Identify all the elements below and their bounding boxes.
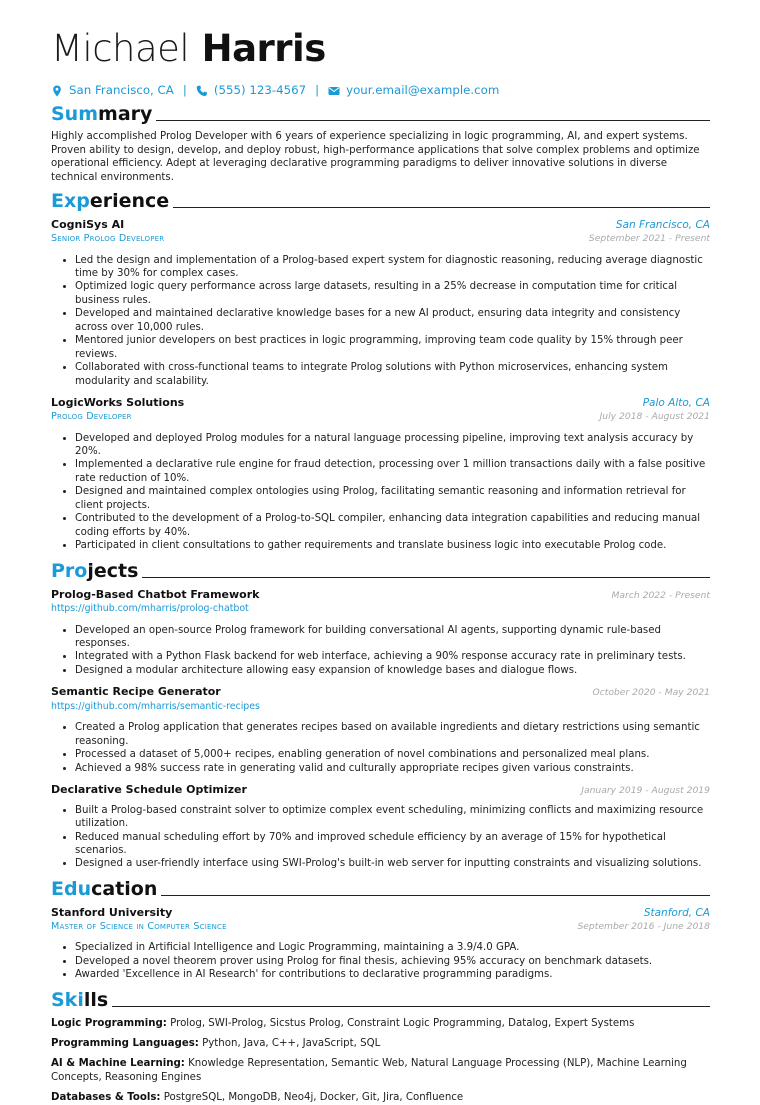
phone-text: (555) 123-4567	[213, 82, 307, 97]
job-entry	[51, 218, 710, 388]
bullet-item: • Implemented a declarative rule engine for fraud detection, processing over 1 million transactions daily with a false positive rate reduction of 10%.	[75, 458, 710, 485]
envelope-icon	[328, 85, 340, 97]
section-rule	[142, 577, 710, 578]
section-rule	[156, 120, 710, 121]
project-bullets	[51, 624, 710, 678]
company-name: LogicWorks Solutions	[51, 396, 185, 410]
first-name: Michael	[51, 27, 190, 70]
skills-title-rest: lls	[83, 988, 109, 1011]
contact-email[interactable]	[328, 83, 499, 99]
summary-title-accent: Sum	[51, 103, 99, 126]
project-dates: January 2019 - August 2019	[581, 785, 710, 797]
job-location: San Francisco, CA	[615, 219, 710, 231]
bullet-item: • Integrated with a Python Flask backend for web interface, achieving a 90% response accuracy rate in preliminary tests.	[75, 650, 710, 663]
skill-value: Python, Java, C++, JavaScript, SQL	[202, 1037, 381, 1049]
project-name: Semantic Recipe Generator	[51, 685, 221, 699]
location-text: San Francisco, CA	[69, 82, 174, 97]
skills-title-accent: Ski	[51, 988, 84, 1011]
education-dates: September 2016 - June 2018	[577, 920, 710, 932]
projects-title-rest: jects	[87, 559, 139, 582]
education-title-accent: Edu	[51, 877, 92, 900]
bullet-item: • Collaborated with cross-functional teams to integrate Prolog solutions with Python microservices, enhancing system modularity and scalability.	[75, 361, 710, 388]
project-dates: March 2022 - Present	[611, 589, 710, 601]
project-name: Prolog-Based Chatbot Framework	[51, 587, 260, 601]
bullet-item: • Achieved a 98% success rate in generating valid and culturally appropriate recipes given various constraints.	[75, 762, 710, 775]
degree: Master of Science in Computer Science	[51, 920, 227, 932]
job-location: Palo Alto, CA	[642, 397, 710, 410]
experience-title-accent: Exp	[51, 190, 90, 213]
summary-title-rest: mary	[98, 103, 153, 126]
project-entry	[51, 588, 710, 678]
bullet-item: • Developed and maintained declarative knowledge bases for a new AI product, ensuring data integrity and consistency across over 10,000 rules.	[75, 307, 710, 334]
bullet-item: • Participated in client consultations to gather requirements and translate business logic into executable Prolog code.	[75, 539, 710, 552]
skill-group	[51, 1037, 710, 1050]
bullet-item: • Reduced manual scheduling effort by 70% and improved schedule efficiency by an average of 15% for hypothetical scenarios.	[75, 831, 710, 858]
education-title-rest: cation	[91, 877, 158, 900]
school-location: Stanford, CA	[643, 906, 710, 919]
bullet-item: • Designed and maintained complex ontologies using Prolog, facilitating semantic reasoning and information retrieval for client projects.	[75, 485, 710, 512]
contact-bar	[51, 83, 710, 99]
bullet-item: • Optimized logic query performance across large datasets, resulting in a 25% decrease in computation time for critical business rules.	[75, 280, 710, 307]
bullet-item: • Built a Prolog-based constraint solver to optimize complex event scheduling, minimizing conflicts and maximizing resource utilization.	[75, 804, 710, 831]
bullet-item: • Mentored junior developers on best practices in logic programming, improving team code quality by 15% through peer reviews.	[75, 334, 710, 361]
skill-value: PostgreSQL, MongoDB, Neo4j, Docker, Git, Jira, Confluence	[163, 1092, 464, 1104]
bullet-item: • Processed a dataset of 5,000+ recipes, enabling generation of novel combinations and personalized meal plans.	[75, 748, 710, 761]
bullet-item: • Designed a modular architecture allowing easy expansion of knowledge bases and dialogue flows.	[75, 664, 710, 677]
skill-label: Logic Programming:	[51, 1017, 167, 1029]
section-rule	[112, 1006, 710, 1007]
job-role: Senior Prolog Developer	[51, 232, 165, 244]
candidate-name	[51, 27, 710, 70]
job-role: Prolog Developer	[51, 410, 132, 422]
projects-heading	[51, 561, 710, 582]
summary-text: Highly accomplished Prolog Developer with 6 years of experience specializing in logic programming, AI, and expert systems. Proven ability to design, develop, and deploy robust, high-performance applications that solve complex problems and optimize operational efficiency. Adept at leveraging declarative programming paradigms to deliver innovative solutions in diverse technical environments.	[51, 131, 700, 183]
experience-heading	[51, 191, 710, 212]
project-dates: October 2020 - May 2021	[592, 687, 710, 699]
bullet-item: • Created a Prolog application that generates recipes based on available ingredients and dietary restrictions using semantic reasoning.	[75, 721, 710, 748]
bullet-item: • Developed an open-source Prolog framework for building conversational AI agents, supporting dynamic rule-based responses.	[75, 624, 710, 651]
project-name: Declarative Schedule Optimizer	[51, 783, 247, 797]
bullet-item: • Awarded 'Excellence in AI Research' for contributions to declarative programming paradigms.	[75, 968, 710, 981]
contact-separator: |	[182, 82, 187, 97]
bullet-item: • Contributed to the development of a Prolog-to-SQL compiler, enhancing data integration capabilities and reducing manual coding efforts by 40%.	[75, 512, 710, 539]
education-bullets	[51, 941, 710, 981]
bullet-item: • Developed a novel theorem prover using Prolog for final thesis, achieving 95% accuracy on benchmark datasets.	[75, 955, 710, 968]
skill-value: Prolog, SWI-Prolog, Sicstus Prolog, Constraint Logic Programming, Datalog, Expert Systems	[170, 1017, 635, 1029]
project-link[interactable]: https://github.com/mharris/semantic-recipes	[51, 700, 260, 712]
summary-heading	[51, 104, 710, 125]
section-rule	[161, 895, 710, 896]
education-entry	[51, 906, 710, 982]
phone-icon	[196, 85, 208, 97]
skill-label: Programming Languages:	[51, 1037, 199, 1049]
skill-value: Knowledge Representation, Semantic Web, Natural Language Processing (NLP), Machine Learning Concepts, Reasoning Engines	[51, 1058, 687, 1083]
skill-group	[51, 1057, 710, 1084]
job-dates: July 2018 - August 2021	[599, 410, 710, 422]
skill-group	[51, 1091, 710, 1104]
project-entry	[51, 685, 710, 775]
job-entry	[51, 396, 710, 553]
skill-label: Databases & Tools:	[51, 1092, 161, 1104]
project-bullets	[51, 721, 710, 775]
job-dates: September 2021 - Present	[588, 232, 710, 244]
education-heading	[51, 879, 710, 900]
company-name: CogniSys AI	[51, 218, 125, 231]
project-bullets	[51, 804, 710, 871]
section-rule	[173, 207, 710, 208]
school-name: Stanford University	[51, 905, 173, 919]
project-entry	[51, 783, 710, 871]
contact-location	[51, 83, 174, 99]
email-text: your.email@example.com	[346, 82, 500, 97]
contact-separator: |	[315, 82, 320, 97]
bullet-item: • Led the design and implementation of a Prolog-based expert system for diagnostic reasoning, reducing average diagnostic time by 30% for complex cases.	[75, 254, 710, 281]
skill-group	[51, 1017, 710, 1030]
projects-title-accent: Pro	[51, 559, 88, 582]
last-name: Harris	[201, 27, 326, 70]
contact-phone[interactable]	[196, 83, 306, 99]
job-bullets	[51, 432, 710, 553]
job-bullets	[51, 254, 710, 389]
project-link[interactable]: https://github.com/mharris/prolog-chatbot	[51, 603, 249, 615]
bullet-item: • Designed a user-friendly interface using SWI-Prolog's built-in web server for inputting constraints and visualizing solutions.	[75, 857, 710, 870]
map-pin-icon	[51, 85, 63, 97]
bullet-item: • Specialized in Artificial Intelligence and Logic Programming, maintaining a 3.9/4.0 GPA.	[75, 941, 710, 954]
experience-title-rest: erience	[89, 190, 170, 213]
skill-label: AI & Machine Learning:	[51, 1058, 185, 1070]
bullet-item: • Developed and deployed Prolog modules for a natural language processing pipeline, improving text analysis accuracy by 20%.	[75, 432, 710, 459]
skills-heading	[51, 990, 710, 1011]
